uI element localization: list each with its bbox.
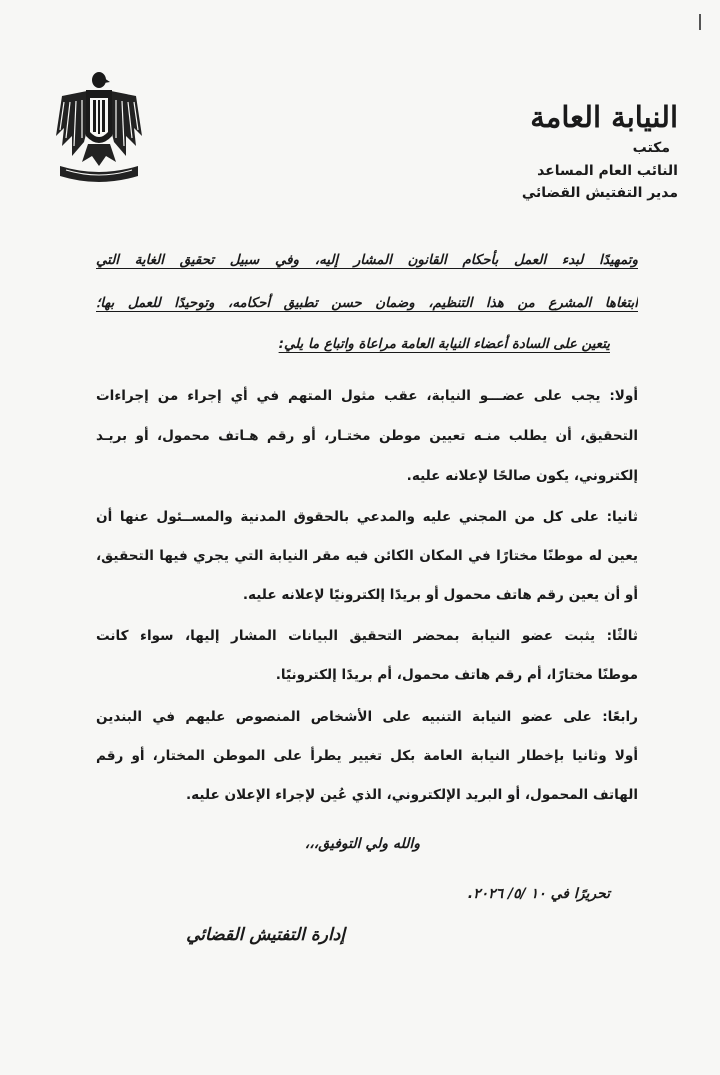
closing-salutation: والله ولي التوفيق،،، [304,836,420,852]
clause-4-line-2: أولا وثانيا بإخطار النيابة العامة بكل تغيير يطرأ على الموطن المختار، أو رقم [96,748,638,764]
intro-line-3: يتعين على السادة أعضاء النيابة العامة مراعاة واتباع ما يلي: [278,337,610,352]
clause-3-line-2: موطنًا مختارًا، أم رقم هاتف محمول، أم بريدًا إلكترونيًا. [275,667,638,683]
header-office-label: مكتب [632,140,670,156]
clause-4-line-1: رابعًا: على عضو النيابة التنبيه على الأشخاص المنصوص عليهم في البندين [96,709,638,725]
clause-1-line-1: أولا: يجب على عضـــو النيابة، عقب مثول المتهم في أي إجراء من إجراءات [96,388,638,404]
clause-2-line-1: ثانيا: على كل من المجني عليه والمدعي بالحقوق المدنية والمســئول عنها أن [96,509,638,525]
intro-line-1: وتمهيدًا لبدء العمل بأحكام القانون المشار إليه، وفي سبيل تحقيق الغاية التي [96,253,638,268]
header-department-director: مدير التفتيش القضائي [521,185,678,201]
issue-date: تحريرًا في ١٠ /٥/ ٢٠٢٦. [467,886,610,902]
clause-2-line-3: أو أن يعين رقم هاتف محمول أو بريدًا إلكترونيًا لإعلانه عليه. [242,587,638,603]
corner-mark [699,14,706,30]
clause-4-line-3: الهاتف المحمول، أو البريد الإلكتروني، الذي عُين لإجراء الإعلان عليه. [185,787,638,803]
intro-line-2: ابتغاها المشرع من هذا التنظيم، وضمان حسن تطبيق أحكامه، وتوحيدًا للعمل بها؛ [96,296,638,311]
signature-department: إدارة التفتيش القضائي [186,925,345,945]
clause-1-line-3: إلكتروني، يكون صالحًا لإعلانه عليه. [406,468,638,484]
clause-2-line-2: يعين له موطنًا مختارًا في المكان الكائن فيه مقر النيابة التي يجري فيها التحقيق، [96,548,638,564]
header-title: النيابة العامة [530,100,678,134]
clause-3-line-1: ثالثًا: يثبت عضو النيابة بمحضر التحقيق البيانات المشار إليها، سواء كانت [96,628,638,644]
header-assistant-prosecutor: النائب العام المساعد [537,163,678,179]
egypt-eagle-emblem-icon [52,66,147,186]
clause-1-line-2: التحقيق، أن يطلب منـه تعيين موطن مختـار، أو رقم هـاتف محمول، أو بريـد [96,428,638,444]
